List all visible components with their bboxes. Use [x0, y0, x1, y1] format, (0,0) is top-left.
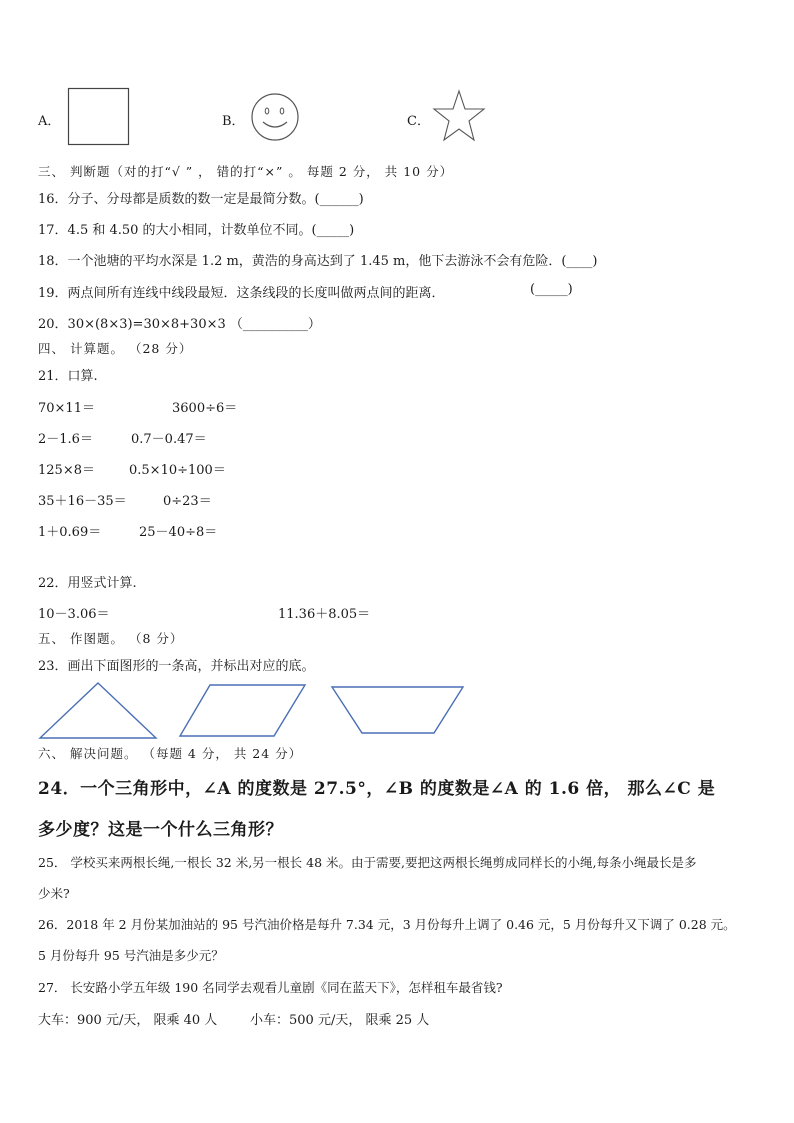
trapezoid-shape — [330, 686, 466, 736]
q25-line1: 25． 学校买来两根长绳,一根长 32 米,另一根长 48 米。由于需要,要把这两根长绳剪成同样长的小绳,每条小绳最长是多 — [38, 855, 697, 870]
q19: 19．两点间所有连线中线段最短．这条线段的长度叫做两点间的距离． — [38, 286, 445, 301]
section5-title: 五、 作图题。 （8 分） — [38, 631, 184, 646]
star-icon — [434, 90, 486, 142]
option-b-label: B． — [222, 114, 245, 129]
q25-line2: 少米? — [38, 886, 70, 901]
oral-calc-3b: 0.5×10÷100＝ — [129, 463, 226, 478]
oral-calc-1a: 70×11＝ — [38, 401, 95, 416]
oral-calc-4b: 0÷23＝ — [163, 494, 212, 509]
smiley-face-icon — [250, 92, 300, 142]
q23: 23．画出下面图形的一条高，并标出对应的底。 — [38, 659, 315, 674]
oral-calc-1b: 3600÷6＝ — [172, 401, 238, 416]
q18: 18．一个池塘的平均水深是 1.2 m，黄浩的身高达到了 1.45 m，他下去游泳不会有危险．(____) — [38, 254, 598, 269]
q26-line2: 5 月份每升 95 号汽油是多少元？ — [38, 948, 224, 963]
oral-calc-4a: 35＋16－35＝ — [38, 494, 127, 509]
q24-line1: 24．一个三角形中，∠A 的度数是 27.5°，∠B 的度数是∠A 的 1.6 倍， 那么∠C 是 — [38, 779, 716, 799]
q20: 20．30×(8×3)=30×8+30×3 （__________） — [38, 317, 321, 332]
section3-title: 三、 判断题（对的打“√ ” ， 错的打“×” 。 每题 2 分， 共 10 分） — [38, 164, 454, 179]
oral-calc-2b: 0.7－0.47＝ — [131, 432, 207, 447]
vertical-calc-2: 11.36＋8.05＝ — [278, 607, 371, 622]
q22-title: 22．用竖式计算. — [38, 576, 137, 591]
vertical-calc-1: 10－3.06＝ — [38, 607, 110, 622]
q27-big-bus: 大车：900 元/天， 限乘 40 人 — [38, 1013, 218, 1028]
q24-line2: 多少度？这是一个什么三角形？ — [38, 820, 283, 840]
section6-title: 六、 解决问题。 （每题 4 分， 共 24 分） — [38, 746, 303, 761]
option-a-label: A． — [38, 114, 61, 129]
q26-line1: 26．2018 年 2 月份某加油站的 95 号汽油价格是每升 7.34 元，3 月份每升上调了 0.46 元，5 月份每升又下调了 0.28 元。 — [38, 917, 736, 932]
oral-calc-5b: 25－40÷8＝ — [139, 525, 218, 540]
q27-line1: 27． 长安路小学五年级 190 名同学去观看儿童剧《同在蓝天下》，怎样租车最省钱? — [38, 980, 503, 995]
q21-title: 21．口算. — [38, 369, 98, 384]
q16: 16．分子、分母都是质数的数一定是最简分数。(______) — [38, 192, 364, 207]
q27-small-bus: 小车：500 元/天， 限乘 25 人 — [250, 1013, 430, 1028]
square-shape — [68, 88, 130, 146]
q19-blank: (_____) — [530, 282, 573, 297]
oral-calc-3a: 125×8＝ — [38, 463, 95, 478]
oral-calc-5a: 1＋0.69＝ — [38, 525, 102, 540]
section4-title: 四、 计算题。 （28 分） — [38, 341, 193, 356]
q17: 17．4.5 和 4.50 的大小相同，计数单位不同。(_____) — [38, 223, 355, 238]
triangle-shape — [38, 682, 160, 740]
oral-calc-2a: 2－1.6＝ — [38, 432, 93, 447]
option-c-label: C． — [407, 114, 430, 129]
parallelogram-shape — [178, 684, 308, 738]
